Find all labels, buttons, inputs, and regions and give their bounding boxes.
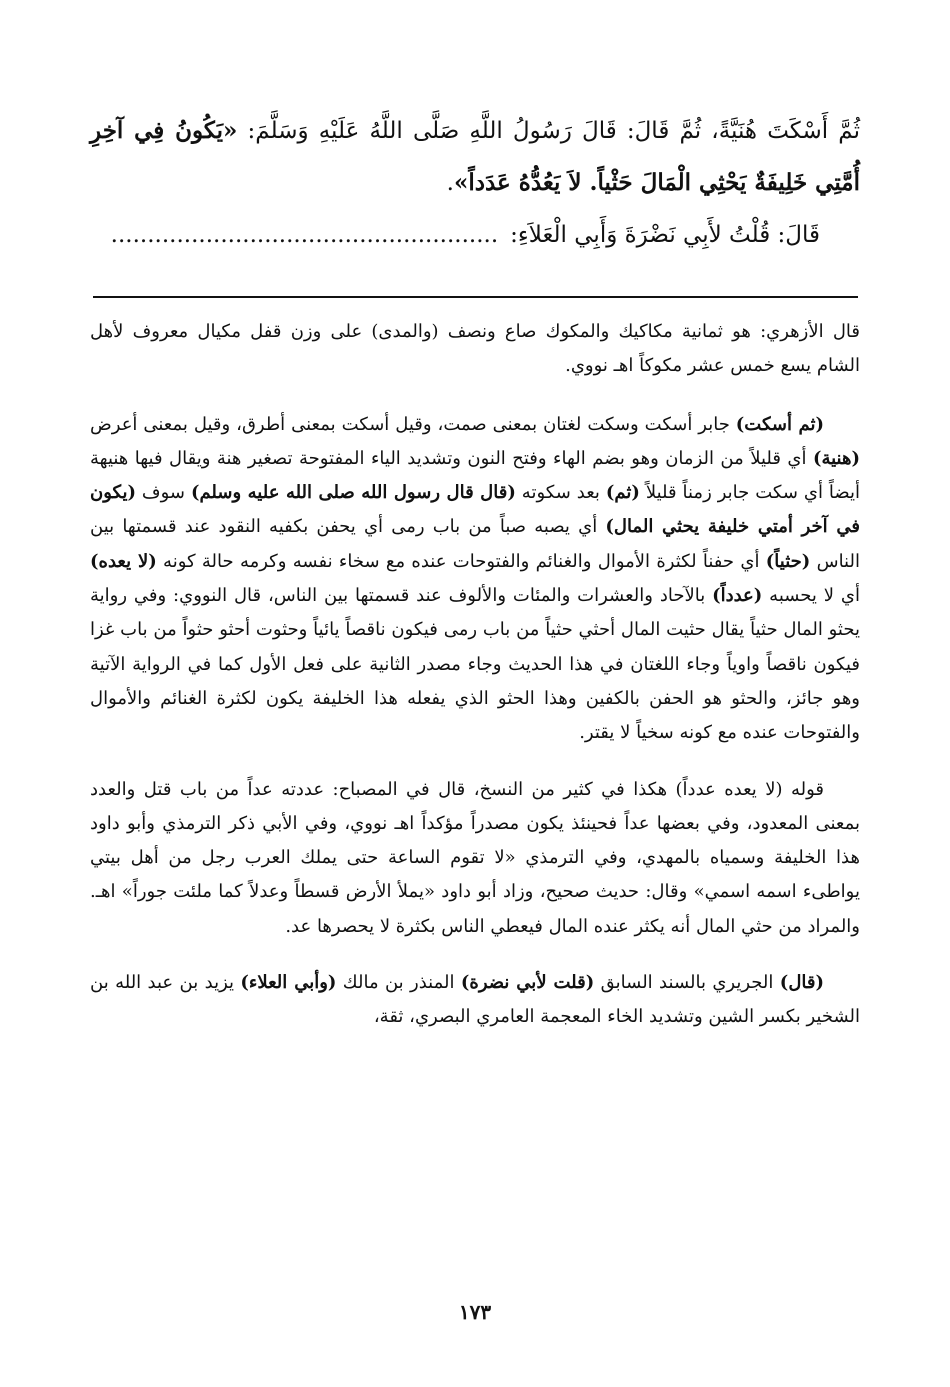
commentary-paragraph-3: قوله (لا يعده عدداً) هكذا في كثير من النسخ، قال في المصباح: عددته عداً من باب قتل والعدد بمعنى المعدود، وفي بعضها عداً فحينئذ يكون مصدراً مؤكداً اهـ نووي، وفي الأبي ذكر الترمذي وأبو داود هذا الخليفة وسمياه بالمهدي، وفي الترمذي «لا تقوم الساعة حتى يملك العرب رجل من أهل بيتي يواطىء اسمه اسمي» وقال: حديث صحيح، وزاد أبو داود «يملأ الأرض قسطاً وعدلاً كما ملئت جوراً» اهـ. والمراد من حثي المال أنه يكثر عنده المال فيعطي الناس بكثرة لا يحصرها عد.	[90, 778, 860, 937]
hadith-line-2	[90, 209, 860, 261]
hadith-text	[90, 105, 860, 261]
hadith-intro: ثُمَّ أَسْكَتَ هُنَيَّةً، ثُمَّ قَالَ: قَالَ رَسُولُ اللَّهِ صَلَّى اللَّهُ عَلَيْهِ وَسَلَّمَ:	[237, 118, 860, 144]
footnote-divider	[93, 296, 858, 298]
hadith-line-1: ثُمَّ أَسْكَتَ هُنَيَّةً، ثُمَّ قَالَ: قَالَ رَسُولُ اللَّهِ صَلَّى اللَّهُ عَلَيْهِ وَسَلَّمَ: «يَكُونُ فِي آخِرِ أُمَّتِي خَلِيفَةٌ يَحْثِي الْمَالَ حَثْياً. لاَ يَعُدُّهُ عَدَداً».	[90, 117, 860, 196]
commentary	[90, 315, 860, 1057]
commentary-paragraph-4: (قال) الجريري بالسند السابق (قلت لأبي نضرة) المنذر بن مالك (وأبي العلاء) يزيد بن عبد الله بن الشخير بكسر الشين وتشديد الخاء المعجمة العامري البصري، ثقة،	[90, 972, 860, 1028]
hadith-narrator-line: قَالَ: قُلْتُ لأَبِي نَضْرَةَ وَأَبِي الْعَلاَءِ:	[510, 222, 820, 248]
commentary-paragraph-2: (ثم أسكت) جابر أسكت وسكت لغتان بمعنى صمت، وقيل أسكت بمعنى أطرق، وقيل بمعنى أعرض (هنية) أي قليلاً من الزمان وهو بضم الهاء وفتح النون وتشديد الياء المفتوحة تصغير هنة ويقال فيها هنيهة أيضاً أي سكت جابر زمناً قليلاً (ثم) بعد سكوته (قال قال رسول الله صلى الله عليه وسلم) سوف (يكون في آخر أمتي خليفة يحثي المال) أي يصبه صباً من باب رمى أي يحفن بكفيه النقود عند قسمتها بين الناس (حثياً) أي حفناً لكثرة الأموال والغنائم والفتوحات عنده مع سخاء نفسه وكرمه حالة كونه (لا يعده) أي لا يحسبه (عدداً) بالآحاد والعشرات والمئات والألوف عند قسمتها بين الناس، قال النووي: وفي رواية يحثو المال حثياً يقال حثيت المال أحثي حثياً من باب رمى فيكون ناقصاً يائياً وحثوت أحثو حثواً من باب غزا فيكون ناقصاً واوياً وجاء اللغتان في هذا الحديث وجاء مصدر الثانية على فعل الأول كما في الرواية الآتية وهو جائز، والحثو هو الحفن بالكفين وهذا الحثو الذي يفعله هذا الخليفة يكون لكثرة الغنائم والأموال والفتوحات عنده مع كونه سخياً لا يقتر.	[90, 413, 861, 744]
ellipsis-dots: .....................................................	[110, 222, 499, 248]
hadith-quote: «يَكُونُ فِي آخِرِ أُمَّتِي خَلِيفَةٌ يَحْثِي الْمَالَ حَثْياً. لاَ يَعُدُّهُ عَدَداً»	[90, 117, 860, 196]
page-number: ١٧٣	[458, 1300, 492, 1324]
commentary-paragraph-1: قال الأزهري: هو ثمانية مكاكيك والمكوك صاع ونصف (والمدى) على وزن قفل مكيال معروف لأهل الشام يسع خمس عشر مكوكاً اهـ نووي.	[90, 321, 860, 377]
